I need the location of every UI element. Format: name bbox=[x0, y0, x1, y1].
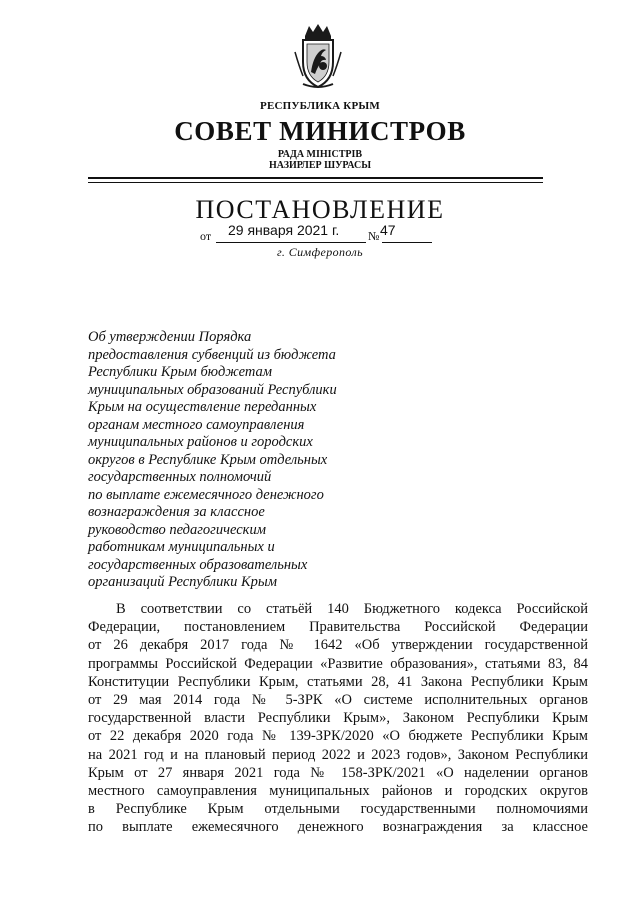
header-divider-thin bbox=[88, 182, 543, 183]
title-line: государственных образовательных bbox=[88, 556, 308, 573]
number-underline bbox=[382, 242, 432, 243]
title-line: вознаграждения за классное bbox=[88, 504, 265, 520]
body-line: в Республике Крым отдельными государственными полномочиями bbox=[88, 801, 588, 818]
body-line: Крым от 27 января 2021 года № 158-ЗРК/2021 «О наделении органов bbox=[88, 764, 588, 781]
title-line: Об утверждении Порядка bbox=[88, 329, 252, 345]
document-number: 47 bbox=[380, 222, 396, 238]
title-line: предоставления субвенций из бюджета bbox=[88, 346, 336, 363]
title-line: работникам муниципальных и bbox=[88, 539, 275, 555]
body-line: Федерации, постановлением Правительства Российской Федерации bbox=[88, 619, 588, 636]
city: г. Симферополь bbox=[276, 245, 364, 259]
title-line: органам местного самоуправления bbox=[88, 416, 305, 433]
coat-of-arms-icon bbox=[293, 22, 343, 90]
title-line: государственных полномочий bbox=[88, 469, 272, 485]
from-label: от bbox=[200, 229, 212, 243]
body-paragraph bbox=[88, 600, 588, 837]
resolution-title bbox=[88, 329, 358, 592]
title-line: муниципальных районов и городских bbox=[88, 434, 313, 450]
title-line: округов в Республике Крым отдельных bbox=[88, 451, 328, 468]
body-line: местного самоуправления муниципальных районов и городских округов bbox=[88, 783, 588, 800]
council-name: СОВЕТ МИНИСТРОВ bbox=[174, 116, 466, 146]
body-line: на 2021 год и на плановый период 2022 и 2023 годов», Законом Республики bbox=[88, 746, 588, 763]
title-line: Крым на осуществление переданных bbox=[88, 399, 317, 415]
title-line: организаций Республики Крым bbox=[88, 574, 277, 590]
body-line: государственной власти Республики Крым», Законом Республики Крым bbox=[88, 710, 588, 727]
council-name-crimean-tatar: НАЗИРЛЕР ШУРАСЫ bbox=[268, 160, 372, 171]
title-line: муниципальных образований Республики bbox=[88, 381, 337, 398]
date-number-row bbox=[200, 222, 440, 244]
number-label: № bbox=[368, 229, 380, 243]
republic-name: РЕСПУБЛИКА КРЫМ bbox=[260, 100, 380, 112]
body-line: от 22 декабря 2020 года № 139-ЗРК/2020 «О бюджете Республики Крым bbox=[88, 728, 588, 745]
document-date: 29 января 2021 г. bbox=[228, 222, 340, 238]
document-type: ПОСТАНОВЛЕНИЕ bbox=[195, 195, 445, 224]
council-name-ukrainian: РАДА МІНІСТРІВ bbox=[277, 149, 363, 160]
body-line: Конституции Республики Крым, статьями 28, 41 Закона Республики Крым bbox=[88, 673, 588, 690]
title-line: по выплате ежемесячного денежного bbox=[88, 486, 324, 503]
title-line: Республики Крым бюджетам bbox=[88, 364, 272, 380]
title-line: руководство педагогическим bbox=[88, 521, 266, 538]
body-line: по выплате ежемесячного денежного вознаграждения за классное bbox=[88, 819, 588, 836]
date-underline bbox=[216, 242, 366, 243]
body-line: от 26 декабря 2017 года № 1642 «Об утверждении государственной bbox=[88, 637, 588, 654]
body-line: В соответствии со статьёй 140 Бюджетного кодекса Российской bbox=[116, 601, 588, 617]
body-line: программы Российской Федерации «Развитие образования», статьями 83, 84 bbox=[88, 655, 588, 672]
header-divider-thick bbox=[88, 177, 543, 179]
body-line: от 29 мая 2014 года № 5-ЗРК «О системе исполнительных органов bbox=[88, 692, 588, 709]
